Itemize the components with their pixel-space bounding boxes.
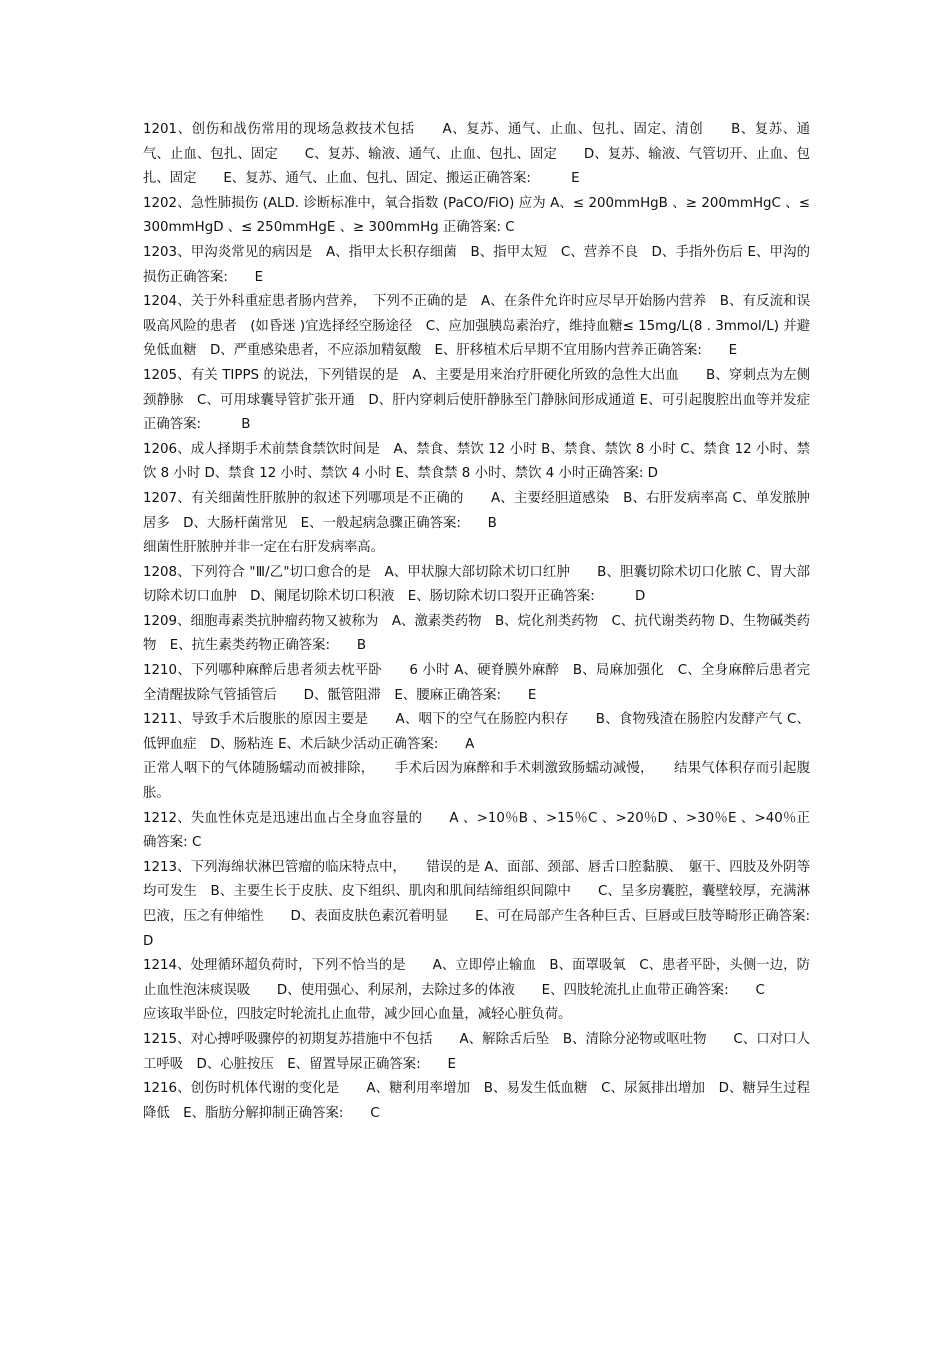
question-1215: 1215、对心搏呼吸骤停的初期复苏措施中不包括 A、解除舌后坠 B、清除分泌物或呕吐物 C、口对口人工呼吸 D、心脏按压 E、留置导尿正确答案: E <box>143 1031 810 1072</box>
question-1211: 1211、导致手术后腹胀的原因主要是 A、咽下的空气在肠腔内积存 B、食物残渣在肠腔内发酵产气 C、低钾血症 D、肠粘连 E、术后缺少活动正确答案: A <box>143 712 810 752</box>
question-1204: 1204、关于外科重症患者肠内营养， 下列不正确的是 A、在条件允许时应尽早开始肠内营养 B、有反流和误吸高风险的患者 (如昏迷 )宜选择经空肠途径 C、应加强胰岛素治疗，维持血糖≤ 15mg/L(8 . 3mmol/L) 并避免低血糖 D、严重感染患者，不应添加精氨酸 E、肝移植术后早期不宜用肠内营养正确答案: E <box>143 294 810 359</box>
explanation-1211: 正常人咽下的气体随肠蠕动而被排除， 手术后因为麻醉和手术刺激致肠蠕动减慢， 结果气体积存而引起腹胀。 <box>143 761 810 802</box>
explanation-1214: 应该取半卧位，四肢定时轮流扎止血带，减少回心血量，减轻心脏负荷。 <box>143 1007 572 1023</box>
question-1210: 1210、下列哪种麻醉后患者须去枕平卧 6 小时 A、硬脊膜外麻醉 B、局麻加强化 C、全身麻醉后患者完全清醒拔除气管插管后 D、骶管阻滞 E、腰麻正确答案: E <box>143 663 810 703</box>
question-1205: 1205、有关 TIPPS 的说法，下列错误的是 A、主要是用来治疗肝硬化所致的急性大出血 B、穿刺点为左侧颈静脉 C、可用球囊导管扩张开通 D、肝内穿刺后使肝静脉至门静脉间形成通道 E、可引起腹腔出血等并发症正确答案: B <box>143 367 810 433</box>
question-1208: 1208、下列符合 "Ⅲ/乙"切口愈合的是 A、甲状腺大部切除术切口红肿 B、胆囊切除术切口化脓 C、胃大部切除术切口血肿 D、阑尾切除术切口积液 E、肠切除术切口裂开正确答案: D <box>143 564 810 605</box>
question-1212: 1212、失血性休克是迅速出血占全身血容量的 A 、>10％B 、>15％C 、>20％D 、>30％E 、>40％正确答案: C <box>143 810 810 851</box>
question-1216: 1216、创伤时机体代谢的变化是 A、糖利用率增加 B、易发生低血糖 C、尿氮排出增加 D、糖异生过程降低 E、脂肪分解抑制正确答案: C <box>143 1081 810 1121</box>
question-page <box>143 118 851 1126</box>
question-1207: 1207、有关细菌性肝脓肿的叙述下列哪项是不正确的 A、主要经胆道感染 B、右肝发病率高 C、单发脓肿居多 D、大肠杆菌常见 E、一般起病急骤正确答案: B <box>143 490 810 531</box>
question-1209: 1209、细胞毒素类抗肿瘤药物又被称为 A、激素类药物 B、烷化剂类药物 C、抗代谢类药物 D、生物碱类药物 E、抗生素类药物正确答案: B <box>143 613 810 654</box>
question-1202: 1202、急性肺损伤 (ALD. 诊断标准中，氧合指数 (PaCO/FiO) 应为 A、≤ 200mmHgB 、≥ 200mmHgC 、≤ 300mmHgD 、≤ 250mmHgE 、≥ 300mmHg 正确答案: C <box>143 195 810 236</box>
question-1203: 1203、甲沟炎常见的病因是 A、指甲太长积存细菌 B、指甲太短 C、营养不良 D、手指外伤后 E、甲沟的损伤正确答案: E <box>143 244 810 285</box>
explanation-1207: 细菌性肝脓肿并非一定在右肝发病率高。 <box>143 540 385 556</box>
question-1206: 1206、成人择期手术前禁食禁饮时间是 A、禁食、禁饮 12 小时 B、禁食、禁饮 8 小时 C、禁食 12 小时、禁饮 8 小时 D、禁食 12 小时、禁饮 4 小时 E、禁食禁 8 小时、禁饮 4 小时正确答案: D <box>143 441 810 482</box>
question-1201: 1201、创伤和战伤常用的现场急救技术包括 A、复苏、通气、止血、包扎、固定、清创 B、复苏、通气、止血、包扎、固定 C、复苏、输液、通气、止血、包扎、固定 D、复苏、输液、气管切开、止血、包扎、固定 E、复苏、通气、止血、包扎、固定、搬运正确答案: E <box>143 122 810 187</box>
question-1213: 1213、下列海绵状淋巴管瘤的临床特点中， 错误的是 A、面部、颈部、唇舌口腔黏膜、 躯干、四肢及外阴等均可发生 B、主要生长于皮肤、皮下组织、肌肉和肌间结缔组织间隙中 C、呈多房囊腔，囊壁较厚，充满淋巴液，压之有伸缩性 D、表面皮肤色素沉着明显 E、可在局部产生各种巨舌、巨唇或巨肢等畸形正确答案: D <box>143 859 851 949</box>
question-1214: 1214、处理循环超负荷时，下列不恰当的是 A、立即停止输血 B、面罩吸氧 C、患者平卧，头侧一边，防止血性泡沫痰误吸 D、使用强心、利尿剂，去除过多的体液 E、四肢轮流扎止血带正确答案: C <box>143 958 810 998</box>
